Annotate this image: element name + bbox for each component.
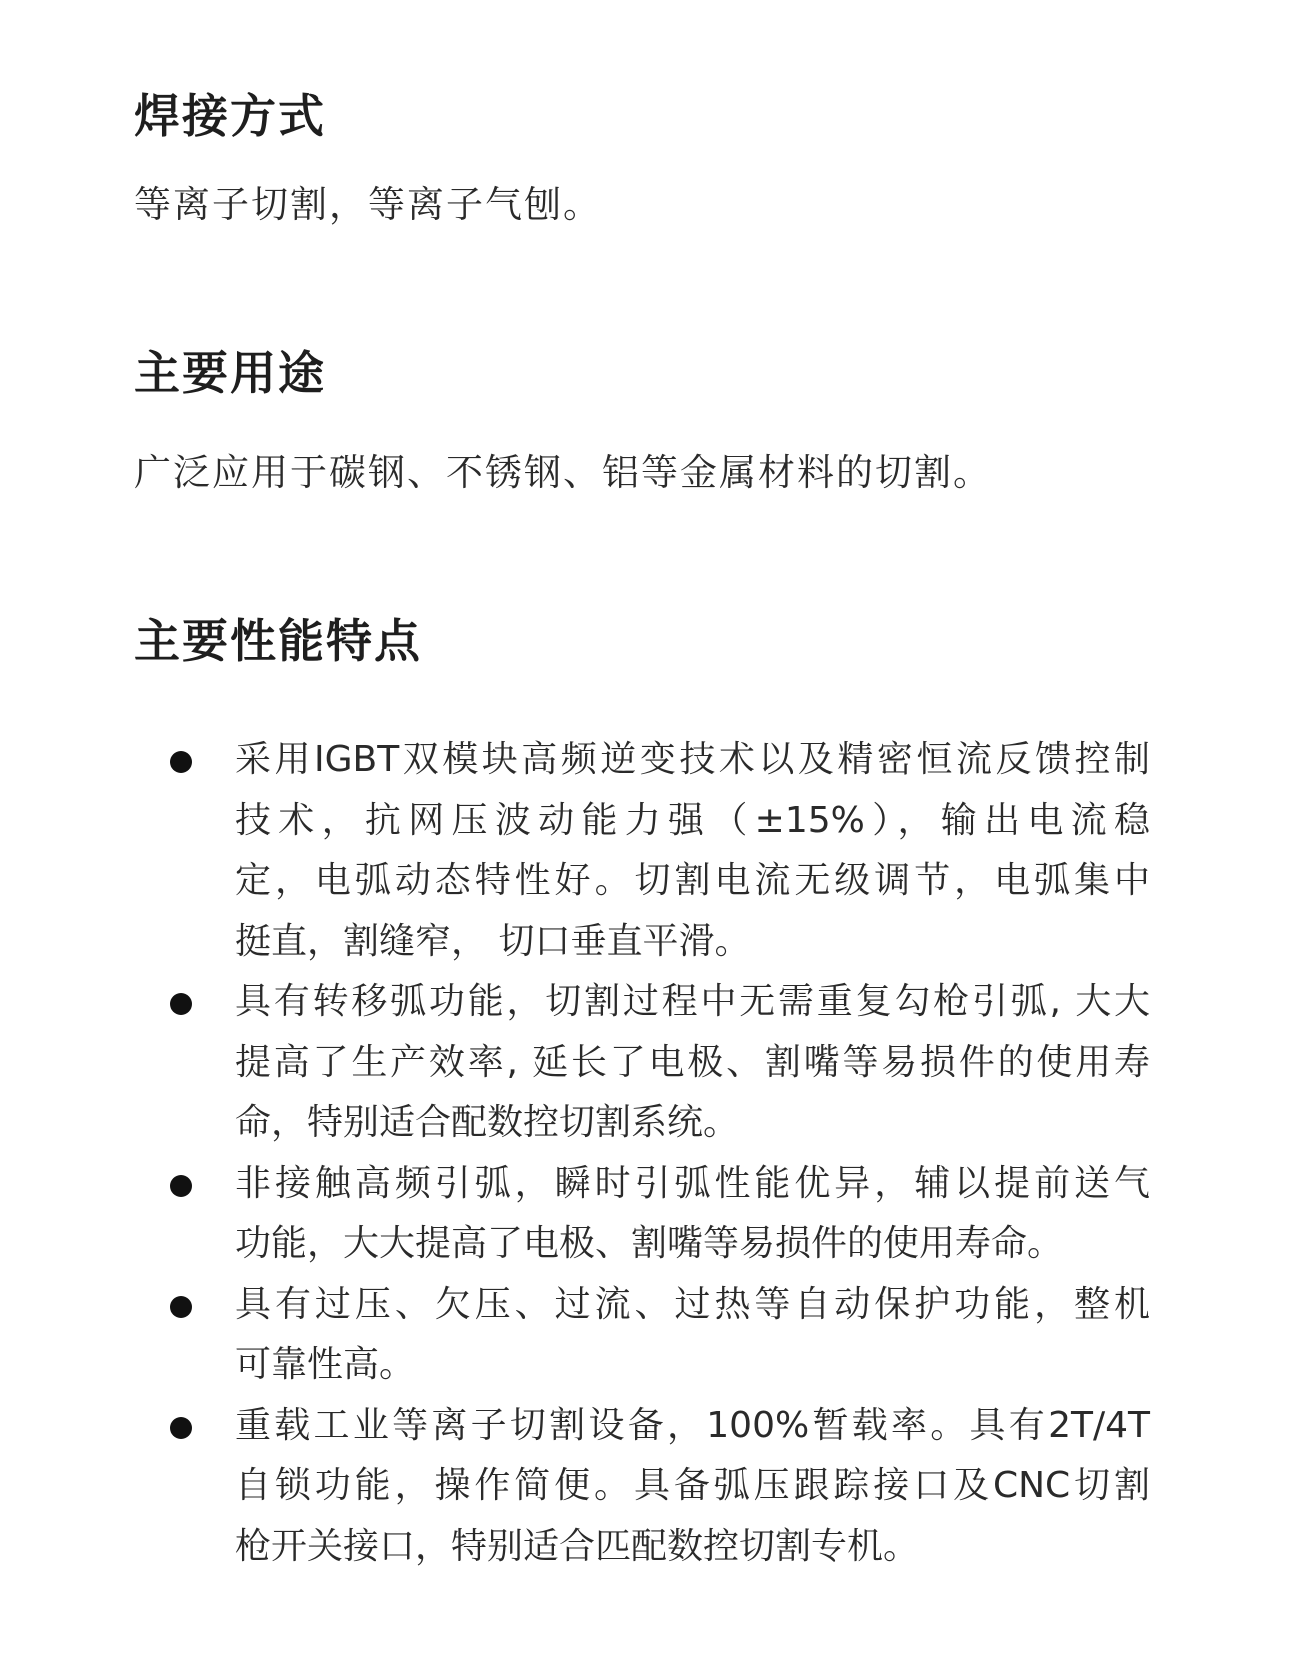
feature-line: 命，特别适合配数控切割系统。 [235, 1102, 740, 1143]
feature-line: 具有过压、欠压、过流、过热等自动保护功能，整机 [235, 1283, 1150, 1325]
feature-line: 非接触高频引弧，瞬时引弧性能优异，辅以提前送气 [235, 1162, 1150, 1204]
bullet-icon [170, 1175, 192, 1197]
feature-line: 定，电弧动态特性好。切割电流无级调节，电弧集中 [235, 860, 1150, 901]
welding-method-text: 等离子切割，等离子气刨。 [134, 183, 602, 226]
bullet-icon [170, 993, 192, 1015]
feature-item [160, 730, 1150, 972]
bullet-icon [170, 1417, 192, 1439]
section-title-main-uses: 主要用途 [134, 346, 326, 400]
section-title-features: 主要性能特点 [134, 614, 422, 668]
feature-list [160, 730, 1150, 1577]
feature-item [160, 972, 1150, 1154]
main-uses-text: 广泛应用于碳钢、不锈钢、铝等金属材料的切割。 [134, 451, 992, 494]
bullet-icon [170, 1296, 192, 1318]
feature-line: 重载工业等离子切割设备，100%暂载率。具有2T/4T [235, 1404, 1150, 1446]
feature-line: 具有转移弧功能，切割过程中无需重复勾枪引弧, 大大 [235, 981, 1150, 1022]
feature-line: 自锁功能，操作简便。具备弧压跟踪接口及CNC切割 [235, 1465, 1150, 1506]
feature-line: 技术，抗网压波动能力强（±15%），输出电流稳 [235, 799, 1150, 841]
feature-item [160, 1154, 1150, 1275]
feature-line: 提高了生产效率, 延长了电极、割嘴等易损件的使用寿 [235, 1041, 1150, 1083]
bullet-icon [170, 751, 192, 773]
feature-line: 功能，大大提高了电极、割嘴等易损件的使用寿命。 [235, 1223, 1064, 1264]
feature-item [160, 1275, 1150, 1396]
feature-line: 枪开关接口，特别适合匹配数控切割专机。 [235, 1525, 920, 1567]
feature-item [160, 1396, 1150, 1578]
feature-line: 采用IGBT双模块高频逆变技术以及精密恒流反馈控制 [235, 739, 1150, 780]
feature-line: 可靠性高。 [235, 1344, 416, 1385]
section-title-welding-method: 焊接方式 [134, 89, 326, 143]
feature-line: 挺直，割缝窄， 切口垂直平滑。 [235, 920, 751, 962]
